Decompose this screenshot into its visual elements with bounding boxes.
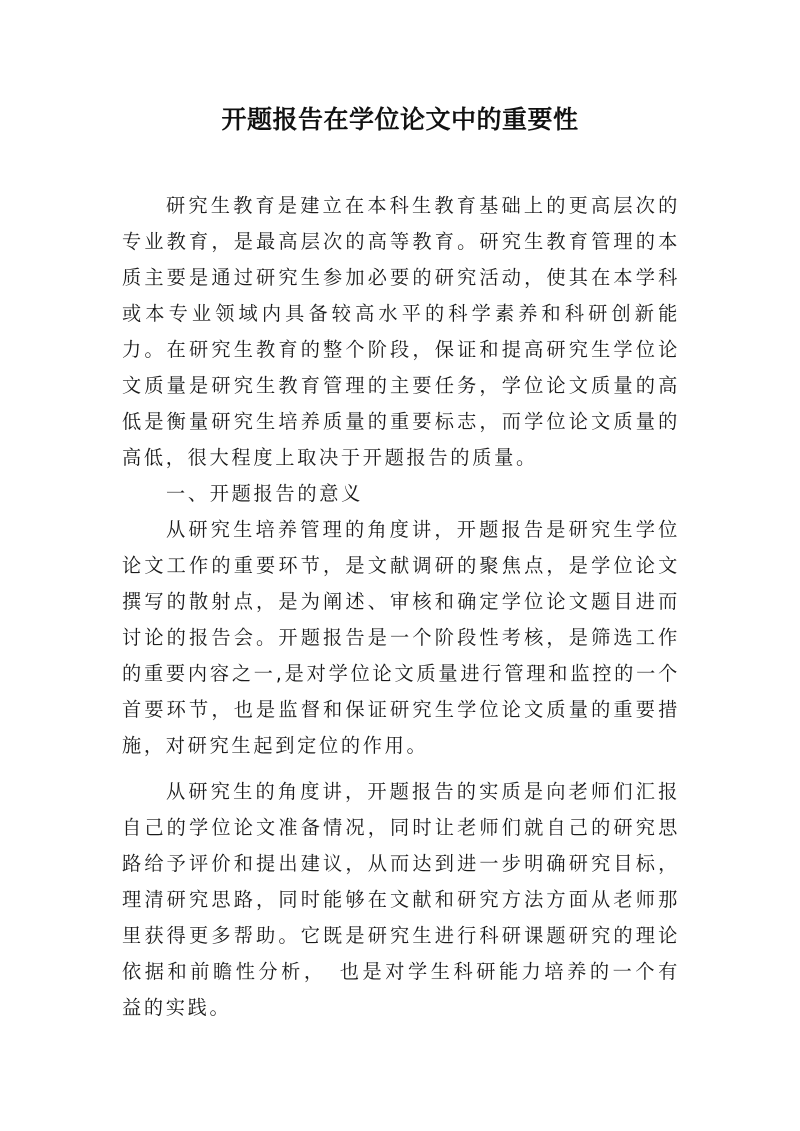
document-title: 开题报告在学位论文中的重要性 (221, 105, 579, 134)
section-heading-significance: 一、开题报告的意义 (166, 482, 363, 505)
paragraph-student-perspective: 从研究生的角度讲，开题报告的实质是向老师们汇报自己的学位论文准备情况，同时让老师们就自己的研究思路给予评价和提出建议，从而达到进一步明确研究目标，理清研究思路，同时能够在文献和研究方法方面从老师那里获得更多帮助。它既是研究生进行科研课题研究的理论依据和前瞻性分析， 也是对学生科研能力培养的一个有益的实践。 (122, 780, 680, 1019)
document-body (122, 188, 680, 1026)
paragraph-management-perspective: 从研究生培养管理的角度讲，开题报告是研究生学位论文工作的重要环节，是文献调研的聚焦点，是学位论文撰写的散射点，是为阐述、审核和确定学位论文题目进而讨论的报告会。开题报告是一个阶段性考核，是筛选工作的重要内容之一,是对学位论文质量进行管理和监控的一个首要环节，也是监督和保证研究生学位论文质量的重要措施，对研究生起到定位的作用。 (122, 518, 680, 757)
paragraph-intro: 研究生教育是建立在本科生教育基础上的更高层次的专业教育，是最高层次的高等教育。研究生教育管理的本质主要是通过研究生参加必要的研究活动，使其在本学科或本专业领域内具备较高水平的科学素养和科研创新能力。在研究生教育的整个阶段，保证和提高研究生学位论文质量是研究生教育管理的主要任务，学位论文质量的高低是衡量研究生培养质量的重要标志，而学位论文质量的高低，很大程度上取决于开题报告的质量。 (122, 194, 680, 469)
